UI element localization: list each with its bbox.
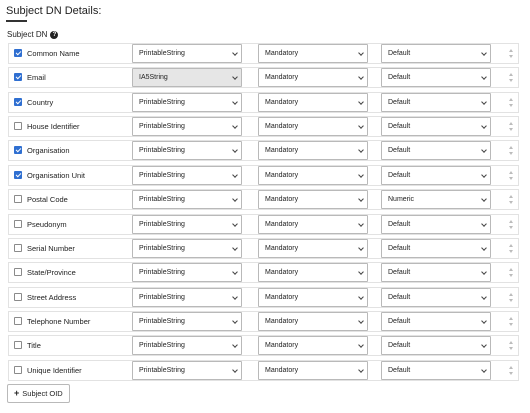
chevron-down-icon bbox=[232, 294, 238, 300]
row-checkbox[interactable] bbox=[14, 220, 22, 228]
string-type-select-value: PrintableString bbox=[139, 293, 185, 301]
row-checkbox[interactable] bbox=[14, 195, 22, 203]
string-type-select[interactable] bbox=[132, 263, 242, 282]
requirement-select[interactable] bbox=[258, 68, 368, 87]
default-value-select[interactable] bbox=[381, 336, 491, 355]
requirement-select[interactable] bbox=[258, 215, 368, 234]
requirement-select-value: Mandatory bbox=[265, 293, 299, 301]
default-value-select[interactable] bbox=[381, 117, 491, 136]
requirement-select[interactable] bbox=[258, 239, 368, 258]
default-value-select[interactable] bbox=[381, 288, 491, 307]
string-type-select-value: PrintableString bbox=[139, 147, 185, 155]
requirement-select[interactable] bbox=[258, 166, 368, 185]
chevron-down-icon bbox=[232, 367, 238, 373]
chevron-down-icon bbox=[232, 318, 238, 324]
row-label: Email bbox=[27, 73, 46, 83]
requirement-select-value: Mandatory bbox=[265, 50, 299, 57]
default-value-select[interactable] bbox=[381, 215, 491, 234]
chevron-down-icon bbox=[232, 123, 238, 129]
subject-dn-row bbox=[8, 92, 519, 113]
row-label: Telephone Number bbox=[27, 316, 91, 326]
chevron-down-icon bbox=[481, 221, 487, 227]
row-label: Country bbox=[27, 97, 54, 107]
string-type-select-value: IA5String bbox=[139, 74, 168, 82]
default-value-select-value: Default bbox=[388, 244, 411, 252]
chevron-down-icon bbox=[481, 294, 487, 300]
string-type-select[interactable] bbox=[132, 44, 242, 63]
default-value-select-value: Default bbox=[388, 171, 411, 179]
requirement-select-value: Mandatory bbox=[265, 317, 299, 325]
requirement-select[interactable] bbox=[258, 288, 368, 307]
chevron-down-icon bbox=[481, 75, 487, 81]
requirement-select-value: Mandatory bbox=[265, 342, 299, 350]
drag-handle-icon[interactable] bbox=[508, 49, 514, 58]
row-checkbox[interactable] bbox=[14, 73, 22, 81]
chevron-down-icon bbox=[232, 221, 238, 227]
chevron-down-icon bbox=[358, 318, 364, 324]
row-checkbox[interactable] bbox=[14, 341, 22, 349]
chevron-down-icon bbox=[358, 294, 364, 300]
string-type-select-value: PrintableString bbox=[139, 123, 185, 131]
chevron-down-icon bbox=[232, 75, 238, 81]
chevron-down-icon bbox=[232, 99, 238, 105]
default-value-select[interactable] bbox=[381, 141, 491, 160]
requirement-select-value: Mandatory bbox=[265, 171, 299, 179]
chevron-down-icon bbox=[232, 245, 238, 251]
string-type-select-value: PrintableString bbox=[139, 220, 185, 228]
string-type-select-value: PrintableString bbox=[139, 244, 185, 252]
chevron-down-icon bbox=[358, 342, 364, 348]
requirement-select[interactable] bbox=[258, 117, 368, 136]
chevron-down-icon bbox=[358, 99, 364, 105]
row-label: Common Name bbox=[27, 49, 80, 58]
chevron-down-icon bbox=[481, 196, 487, 202]
row-label: Unique Identifier bbox=[27, 365, 82, 375]
row-label: Pseudonym bbox=[27, 219, 67, 229]
subject-dn-row bbox=[8, 189, 519, 210]
drag-handle-icon[interactable] bbox=[508, 293, 514, 302]
drag-handle-icon[interactable] bbox=[508, 146, 514, 155]
string-type-select[interactable] bbox=[132, 361, 242, 380]
chevron-down-icon bbox=[481, 269, 487, 275]
string-type-select-value: PrintableString bbox=[139, 171, 185, 179]
string-type-select[interactable] bbox=[132, 117, 242, 136]
subject-dn-row bbox=[8, 238, 519, 259]
chevron-down-icon bbox=[358, 148, 364, 154]
string-type-select-value: PrintableString bbox=[139, 269, 185, 277]
chevron-down-icon bbox=[358, 172, 364, 178]
plus-icon: + bbox=[14, 388, 20, 398]
subject-dn-row bbox=[8, 311, 519, 332]
string-type-select-value: PrintableString bbox=[139, 366, 185, 374]
default-value-select[interactable] bbox=[381, 190, 491, 209]
subject-dn-row bbox=[8, 116, 519, 137]
row-checkbox[interactable] bbox=[14, 366, 22, 374]
requirement-select-value: Mandatory bbox=[265, 196, 299, 204]
string-type-select[interactable] bbox=[132, 336, 242, 355]
string-type-select[interactable] bbox=[132, 68, 242, 87]
default-value-select-value: Default bbox=[388, 123, 411, 131]
row-checkbox[interactable] bbox=[14, 268, 22, 276]
chevron-down-icon bbox=[358, 245, 364, 251]
subject-dn-row bbox=[8, 214, 519, 235]
subject-dn-row bbox=[8, 287, 519, 308]
chevron-down-icon bbox=[232, 172, 238, 178]
default-value-select[interactable] bbox=[381, 361, 491, 380]
chevron-down-icon bbox=[232, 342, 238, 348]
drag-handle-icon[interactable] bbox=[508, 73, 514, 82]
requirement-select[interactable] bbox=[258, 263, 368, 282]
chevron-down-icon bbox=[358, 221, 364, 227]
row-label: House Identifier bbox=[27, 122, 80, 132]
subject-dn-row bbox=[8, 43, 519, 64]
string-type-select-value: PrintableString bbox=[139, 342, 185, 350]
chevron-down-icon bbox=[481, 123, 487, 129]
default-value-select-value: Default bbox=[388, 50, 411, 57]
subject-dn-label-text: Subject DN bbox=[7, 30, 48, 39]
chevron-down-icon bbox=[358, 75, 364, 81]
string-type-select[interactable] bbox=[132, 288, 242, 307]
row-checkbox[interactable] bbox=[14, 293, 22, 301]
string-type-select[interactable] bbox=[132, 215, 242, 234]
row-label: Postal Code bbox=[27, 195, 68, 205]
string-type-select-value: PrintableString bbox=[139, 50, 185, 57]
subject-dn-row bbox=[8, 335, 519, 356]
default-value-select-value: Default bbox=[388, 147, 411, 155]
requirement-select-value: Mandatory bbox=[265, 147, 299, 155]
subject-dn-label bbox=[7, 30, 58, 39]
requirement-select[interactable] bbox=[258, 336, 368, 355]
drag-handle-icon[interactable] bbox=[508, 366, 514, 375]
chevron-down-icon bbox=[481, 148, 487, 154]
chevron-down-icon bbox=[481, 50, 487, 56]
drag-handle-icon[interactable] bbox=[508, 317, 514, 326]
default-value-select[interactable] bbox=[381, 239, 491, 258]
requirement-select-value: Mandatory bbox=[265, 74, 299, 82]
drag-handle-icon[interactable] bbox=[508, 220, 514, 229]
default-value-select-value: Default bbox=[388, 220, 411, 228]
row-checkbox[interactable] bbox=[14, 49, 22, 57]
row-checkbox[interactable] bbox=[14, 171, 22, 179]
requirement-select-value: Mandatory bbox=[265, 98, 299, 106]
string-type-select-value: PrintableString bbox=[139, 317, 185, 325]
requirement-select[interactable] bbox=[258, 141, 368, 160]
string-type-select[interactable] bbox=[132, 93, 242, 112]
row-label: Organisation Unit bbox=[27, 170, 85, 180]
chevron-down-icon bbox=[481, 318, 487, 324]
subject-dn-row bbox=[8, 140, 519, 161]
chevron-down-icon bbox=[232, 50, 238, 56]
row-checkbox[interactable] bbox=[14, 317, 22, 325]
requirement-select[interactable] bbox=[258, 44, 368, 63]
requirement-select[interactable] bbox=[258, 190, 368, 209]
heading-underline bbox=[6, 20, 27, 22]
requirement-select-value: Mandatory bbox=[265, 123, 299, 131]
string-type-select[interactable] bbox=[132, 239, 242, 258]
string-type-select[interactable] bbox=[132, 141, 242, 160]
row-label: Organisation bbox=[27, 146, 70, 156]
default-value-select-value: Default bbox=[388, 293, 411, 301]
add-subject-oid-button[interactable] bbox=[7, 384, 70, 403]
drag-handle-icon[interactable] bbox=[508, 244, 514, 253]
default-value-select-value: Default bbox=[388, 269, 411, 277]
drag-handle-icon[interactable] bbox=[508, 171, 514, 180]
string-type-select[interactable] bbox=[132, 166, 242, 185]
chevron-down-icon bbox=[481, 99, 487, 105]
string-type-select-value: PrintableString bbox=[139, 196, 185, 204]
default-value-select[interactable] bbox=[381, 312, 491, 331]
chevron-down-icon bbox=[358, 123, 364, 129]
subject-dn-rows bbox=[8, 43, 519, 384]
requirement-select-value: Mandatory bbox=[265, 220, 299, 228]
help-icon[interactable]: ? bbox=[50, 31, 58, 39]
subject-dn-row bbox=[8, 165, 519, 186]
requirement-select[interactable] bbox=[258, 93, 368, 112]
requirement-select-value: Mandatory bbox=[265, 269, 299, 277]
default-value-select-value: Default bbox=[388, 98, 411, 106]
default-value-select-value: Numeric bbox=[388, 196, 415, 204]
requirement-select-value: Mandatory bbox=[265, 244, 299, 252]
default-value-select-value: Default bbox=[388, 74, 411, 82]
row-label: Street Address bbox=[27, 292, 77, 302]
add-subject-oid-label: Subject OID bbox=[22, 389, 63, 398]
string-type-select[interactable] bbox=[132, 190, 242, 209]
subject-dn-row bbox=[8, 262, 519, 283]
drag-handle-icon[interactable] bbox=[508, 122, 514, 131]
subject-dn-row bbox=[8, 360, 519, 381]
requirement-select[interactable] bbox=[258, 312, 368, 331]
requirement-select-value: Mandatory bbox=[265, 366, 299, 374]
default-value-select[interactable] bbox=[381, 68, 491, 87]
chevron-down-icon bbox=[481, 245, 487, 251]
default-value-select[interactable] bbox=[381, 263, 491, 282]
default-value-select-value: Default bbox=[388, 317, 411, 325]
default-value-select-value: Default bbox=[388, 366, 411, 374]
drag-handle-icon[interactable] bbox=[508, 195, 514, 204]
chevron-down-icon bbox=[232, 196, 238, 202]
string-type-select[interactable] bbox=[132, 312, 242, 331]
chevron-down-icon bbox=[481, 367, 487, 373]
drag-handle-icon[interactable] bbox=[508, 341, 514, 350]
default-value-select[interactable] bbox=[381, 44, 491, 63]
chevron-down-icon bbox=[481, 342, 487, 348]
chevron-down-icon bbox=[358, 50, 364, 56]
section-heading: Subject DN Details: bbox=[6, 5, 102, 17]
row-checkbox[interactable] bbox=[14, 122, 22, 130]
default-value-select[interactable] bbox=[381, 93, 491, 112]
requirement-select[interactable] bbox=[258, 361, 368, 380]
row-label: Title bbox=[27, 341, 41, 351]
default-value-select[interactable] bbox=[381, 166, 491, 185]
row-label: Serial Number bbox=[27, 243, 75, 253]
chevron-down-icon bbox=[232, 269, 238, 275]
chevron-down-icon bbox=[481, 172, 487, 178]
row-checkbox[interactable] bbox=[14, 98, 22, 106]
chevron-down-icon bbox=[358, 269, 364, 275]
row-checkbox[interactable] bbox=[14, 244, 22, 252]
subject-dn-row bbox=[8, 67, 519, 88]
drag-handle-icon[interactable] bbox=[508, 98, 514, 107]
chevron-down-icon bbox=[232, 148, 238, 154]
drag-handle-icon[interactable] bbox=[508, 268, 514, 277]
row-checkbox[interactable] bbox=[14, 146, 22, 154]
default-value-select-value: Default bbox=[388, 342, 411, 350]
string-type-select-value: PrintableString bbox=[139, 98, 185, 106]
chevron-down-icon bbox=[358, 196, 364, 202]
row-label: State/Province bbox=[27, 268, 76, 278]
chevron-down-icon bbox=[358, 367, 364, 373]
